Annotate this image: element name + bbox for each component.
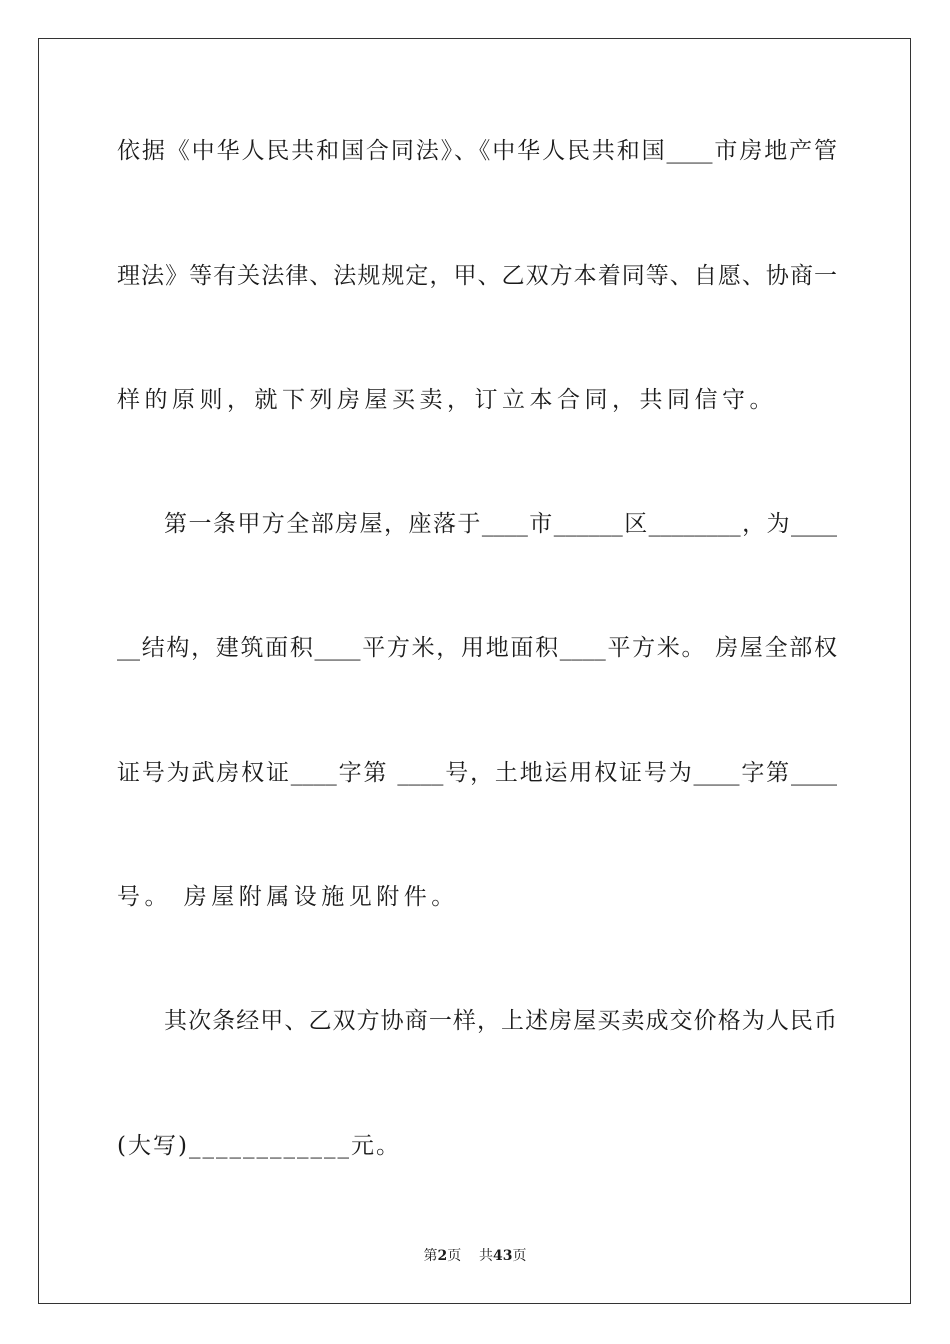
article-2-line-2: (大写)____________元。 (117, 1133, 401, 1159)
paragraph-line-1: 依据《中华人民共和国合同法》、《中华人民共和国____市房地产管 (117, 138, 837, 164)
footer-page-prefix: 第 (423, 1248, 438, 1264)
footer-total-prefix: 共 (479, 1248, 494, 1264)
article-1-line-4: 号。 房屋附属设施见附件。 (117, 884, 459, 910)
footer-page-number: 2 (437, 1248, 448, 1264)
page-border (38, 38, 911, 1304)
page-footer (0, 1247, 950, 1265)
article-1-line-2: __结构，建筑面积____平方米，用地面积____平方米。 房屋全部权 (117, 635, 837, 661)
footer-total-suffix: 页 (512, 1248, 527, 1264)
paragraph-line-3: 样的原则，就下列房屋买卖，订立本合同，共同信守。 (117, 387, 777, 413)
footer-total-pages: 43 (493, 1248, 513, 1264)
article-2-line-1: 其次条经甲、乙双方协商一样，上述房屋买卖成交价格为人民币 (164, 1008, 837, 1034)
footer-page-suffix: 页 (447, 1248, 462, 1264)
article-1-line-1: 第一条甲方全部房屋，座落于____市______区________，为____ (164, 511, 837, 537)
paragraph-line-2: 理法》等有关法律、法规规定，甲、乙双方本着同等、自愿、协商一 (117, 263, 837, 289)
article-1-line-3: 证号为武房权证____字第 ____号，土地运用权证号为____字第____ (117, 760, 837, 786)
